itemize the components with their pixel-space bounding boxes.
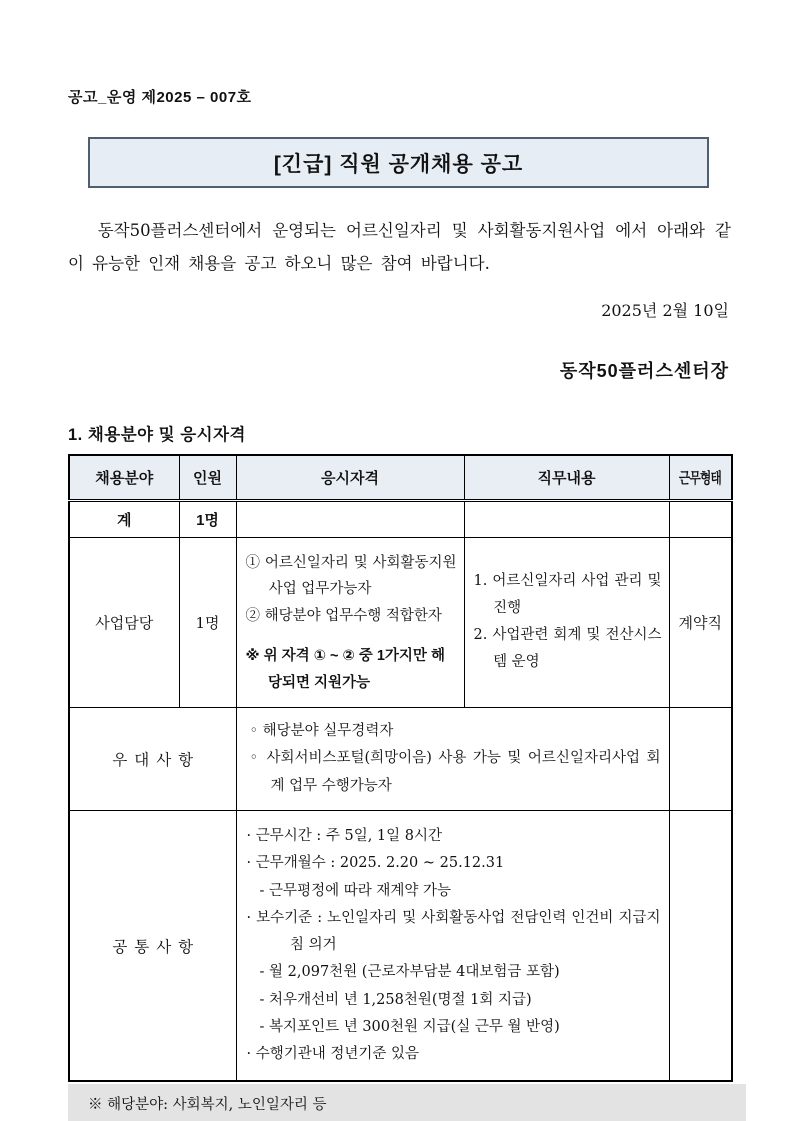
common-subline: - 월 2,097천원 (근로자부담분 4대보험금 포함) <box>259 964 560 981</box>
empty-cell <box>669 500 732 537</box>
col-header-duties: 직무내용 <box>464 455 669 500</box>
preferred-label: 우대사항 <box>69 707 236 811</box>
empty-cell <box>464 500 669 537</box>
qualification-item: ① 어르신일자리 및 사회활동지원 사업 업무가능자 <box>245 554 457 598</box>
job-duties-cell <box>464 537 669 707</box>
preferred-item: ◦ 해당분야 실무경력자 <box>249 722 394 739</box>
common-line: · 보수기준 : 노인일자리 및 사회활동사업 전담인력 인건비 지급지침 의거 <box>246 909 661 954</box>
employment-type: 계약직 <box>669 537 732 707</box>
signature-line: 동작50플러스센터장 <box>559 361 729 381</box>
job-count: 1명 <box>179 537 236 707</box>
job-qualifications-cell <box>236 537 464 707</box>
document-content <box>68 86 731 1121</box>
common-row <box>69 811 732 1082</box>
total-count: 1명 <box>179 500 236 537</box>
common-line: · 근무시간 : 주 5일, 1일 8시간 <box>246 828 442 845</box>
recruitment-table <box>68 454 733 1082</box>
empty-cell <box>669 811 732 1082</box>
empty-cell <box>669 707 732 811</box>
date-line: 2025년 2월 10일 <box>601 301 729 320</box>
col-header-count: 인원 <box>179 455 236 500</box>
table-header-row <box>69 455 732 500</box>
title-box <box>88 137 709 188</box>
common-label: 공통사항 <box>69 811 236 1082</box>
total-field: 계 <box>69 500 179 537</box>
section-heading: 1. 채용분야 및 응시자격 <box>68 426 246 444</box>
intro-paragraph: 동작50플러스센터에서 운영되는 어르신일자리 및 사회활동지원사업 에서 아래와 같이 유능한 인재 채용을 공고 하오니 많은 참여 바랍니다. <box>68 221 731 273</box>
common-line: · 수행기관내 정년기준 있음 <box>246 1046 420 1063</box>
empty-cell <box>236 500 464 537</box>
job-row <box>69 537 732 707</box>
col-header-qualification: 응시자격 <box>236 455 464 500</box>
job-field: 사업담당 <box>69 537 179 707</box>
duty-item: 2. 사업관련 회계 및 전산시스템 운영 <box>473 627 662 670</box>
common-subline: - 근무평정에 따라 재계약 가능 <box>259 882 451 899</box>
total-row <box>69 500 732 537</box>
common-subline: - 처우개선비 년 1,258천원(명절 1회 지급) <box>259 991 532 1008</box>
col-header-employment-type-label: 근무형태 <box>679 469 722 487</box>
col-header-employment-type <box>669 455 732 500</box>
common-line: · 근무개월수 : 2025. 2.20 ~ 25.12.31 <box>246 855 505 872</box>
page-title: [긴급] 직원 공개채용 공고 <box>273 152 524 176</box>
preferred-row <box>69 707 732 811</box>
preferred-item: ◦ 사회서비스포털(희망이음) 사용 가능 및 어르신일자리사업 회계 업무 수행가능자 <box>249 750 661 794</box>
table-footnote: ※ 해당분야: 사회복지, 노인일자리 등 <box>68 1084 746 1121</box>
doc-number: 공고_운영 제2025 – 007호 <box>68 89 252 106</box>
qualification-item: ② 해당분야 업무수행 적합한자 <box>245 608 442 625</box>
preferred-items-cell <box>236 707 669 811</box>
col-header-field: 채용분야 <box>69 455 179 500</box>
common-subline: - 복지포인트 년 300천원 지급(실 근무 월 반영) <box>259 1018 560 1035</box>
qualification-note: ※ 위 자격 ① ~ ② 중 1가지만 해당되면 지원가능 <box>245 647 445 691</box>
duty-item: 1. 어르신일자리 사업 관리 및 진행 <box>473 573 662 617</box>
common-items-cell <box>236 811 669 1082</box>
